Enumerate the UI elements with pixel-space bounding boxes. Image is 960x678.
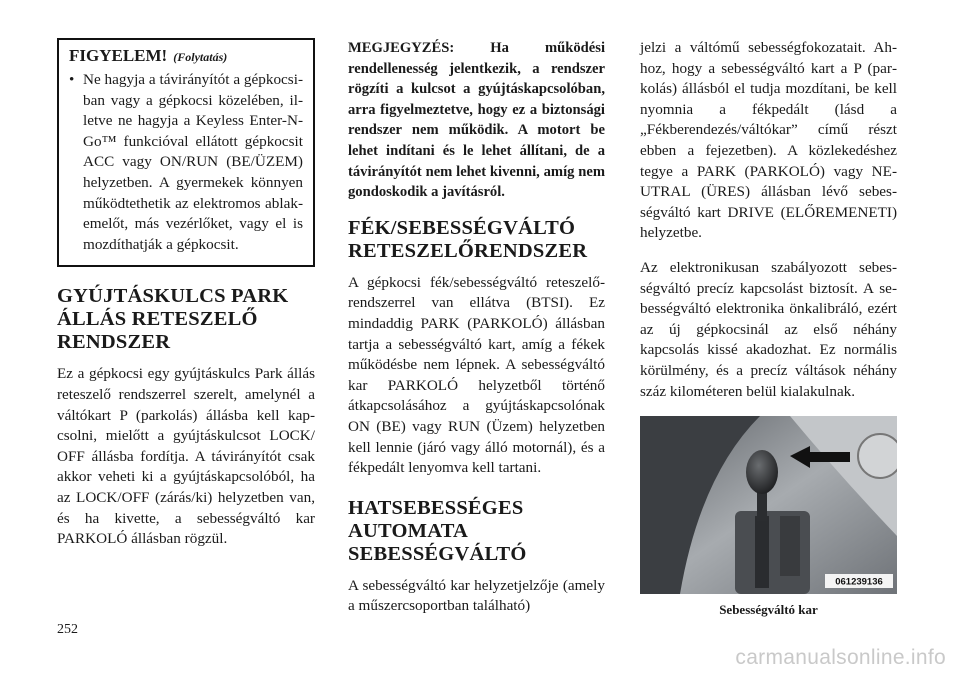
figure-caption: Sebességváltó kar	[719, 602, 818, 618]
page-number: 252	[57, 622, 78, 637]
paragraph-electronic-shifting: Az elektronikusan szabályozott sebességváltó precíz kapcsolást biztosít. A sebességváltó elektronika önkalibráló, ezért az új gépkocsinál az első néhány kapcsolás kissé akadozhat. Ez normális körülmény, és a precíz váltások néhány száz kilométeren belül kialakulnak.	[640, 258, 897, 400]
section-body-brake-shift-interlock: A gépkocsi fék/sebességváltó reteszelőrendszerrel van ellátva (BTSI). Ez mindaddig PARK (PARKOLÓ) állásban tartja a sebességváltó kart, amíg a fékek működésbe nem lépnek. A sebességváltó kar PARKOLÓ helyzetből történő átkapcsolásához a gyújtáskapcsolónak ON (BE) vagy RUN (Üzem) helyzetben kell lennie (járó vagy álló motornál), és a fékpedált lenyomva kell tartani.	[348, 273, 605, 477]
gear-shifter-photo	[640, 416, 897, 594]
watermark-text: carmanualsonline.info	[735, 646, 946, 669]
gear-shifter-illustration	[640, 416, 897, 594]
warning-box	[57, 38, 315, 267]
warning-title	[69, 46, 303, 66]
warning-title-text: FIGYELEM!	[69, 46, 168, 65]
column-3	[640, 38, 897, 618]
bullet-icon: •	[69, 71, 75, 88]
warning-item	[69, 70, 303, 255]
column-2	[348, 38, 605, 631]
section-heading-ignition-park-interlock: GYÚJTÁSKULCS PARK ÁLLÁS RETESZELŐ RENDSZER	[57, 285, 289, 354]
section-body-ignition-park-interlock: Ez a gépkocsi egy gyújtáskulcs Park állás reteszelő rendszerrel szerelt, amelynél a váltókart P (parkolás) állásba kell kapcsolni, mielőtt a gyújtáskulcsot LOCK/ OFF állásba fordítja. A távirányítót csak akkor veheti ki a gyújtáskapcsolóból, ha az LOCK/OFF (zárás/ki) helyzetben van, és ha kivette, a sebességváltó kar PARKOLÓ állásban rögzül.	[57, 365, 315, 548]
section-heading-brake-shift-interlock: FÉK/SEBESSÉGVÁLTÓ RETESZELŐRENDSZER	[348, 216, 588, 262]
warning-item-text: Ne hagyja a távirányítót a gépkocsiban vagy a gépkocsi közelében, illetve ne hagyja a Keyless Enter-N-Go™ funkcióval ellátott gépkocsit ACC vagy ON/RUN (BE/ÜZEM) helyzetben. A gyermekek könnyen működtethetik az elektromos ablakemelőt, más vezérlőket, vagy el is mozdíthatják a gépkocsit.	[83, 71, 303, 253]
figure-code: 061239136	[835, 576, 883, 588]
column-1	[57, 38, 315, 564]
note-paragraph: MEGJEGYZÉS: Ha működési rendellenesség jelentkezik, a rendszer rögzíti a kulcsot a gyújtáskapcsolóban, arra figyelmeztetve, hogy ez a biztonsági rendszer nem működik. A motort be lehet indítani és le lehet állítani, de a távirányítót nem lehet kivenni, amíg nem gondoskodik a javításról.	[348, 40, 605, 201]
section-heading-six-speed-automatic: HATSEBESSÉGES AUTOMATA SEBESSÉGVÁLTÓ	[348, 496, 527, 565]
warning-continued: (Folytatás)	[173, 50, 228, 64]
paragraph-gear-indicator: jelzi a váltómű sebességfokozatait. Ahhoz, hogy a sebességváltó kart a P (parkolás) állásból el tudja mozdítani, be kell nyomnia a fékpedált (lásd a „Fékberendezés/váltókar” című részt ebben a fejezetben). A közlekedéshez tegye a PARK (PARKOLÓ) vagy NEUTRAL (ÜRES) állásban lévő sebességváltó kart DRIVE (ELŐREMENETI) helyzetbe.	[640, 39, 897, 242]
section-body-six-speed-automatic: A sebességváltó kar helyzetjelzője (amely a műszercsoportban található)	[348, 576, 605, 615]
